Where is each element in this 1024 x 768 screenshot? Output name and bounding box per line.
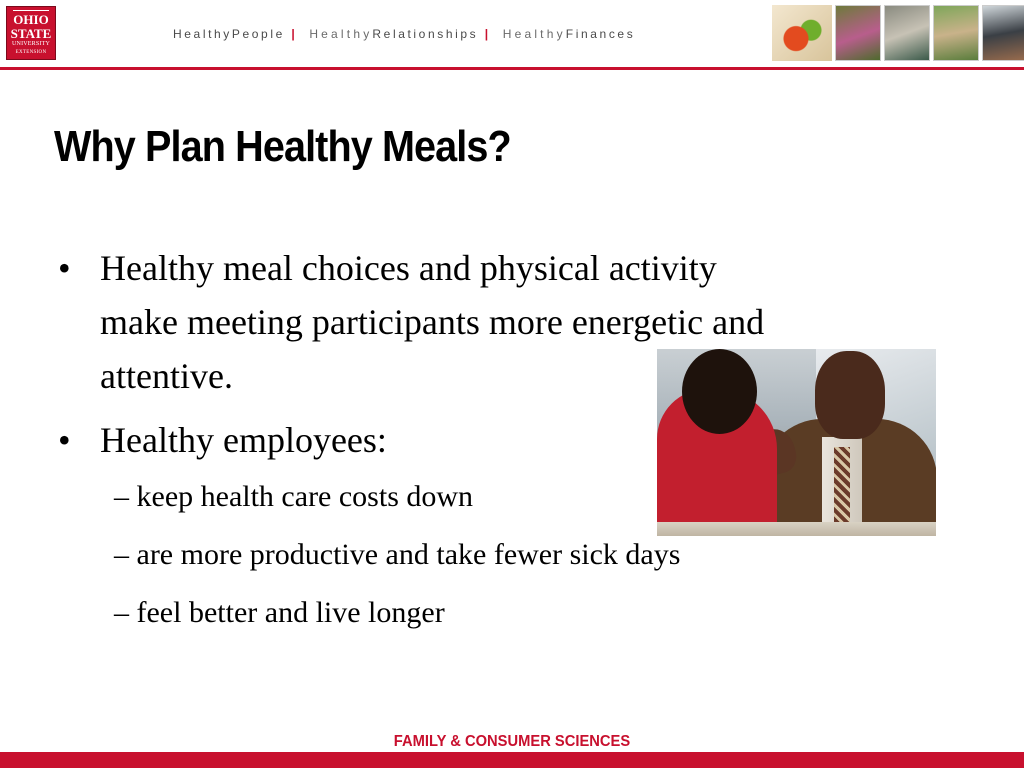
bullet-marker: • xyxy=(58,420,71,460)
ohio-state-extension-logo: OHIO STATE UNIVERSITY EXTENSION xyxy=(6,6,56,60)
couple-photo xyxy=(884,5,930,61)
sub-bullet-item: – are more productive and take fewer sick days xyxy=(114,538,681,571)
food-photo xyxy=(772,5,832,61)
bullet-line: Healthy employees: xyxy=(100,420,387,460)
bullet-line: make meeting participants more energetic and xyxy=(100,302,765,342)
family-photo xyxy=(835,5,881,61)
bullet-line: attentive. xyxy=(100,356,233,396)
tagline-relationships: Relationships xyxy=(372,27,479,41)
tagline-healthy-word: Healthy xyxy=(502,27,566,41)
tagline-separator: | xyxy=(291,27,295,41)
bullet-line: Healthy meal choices and physical activity xyxy=(100,248,717,288)
slide-title: Why Plan Healthy Meals? xyxy=(54,122,511,171)
header-tagline xyxy=(173,27,635,41)
tagline-separator: | xyxy=(484,27,489,41)
tagline-healthy-word: Healthy xyxy=(309,27,373,41)
header-divider xyxy=(0,67,1024,70)
tagline-healthy-people: HealthyPeople xyxy=(173,27,285,41)
grandparents-photo xyxy=(933,5,979,61)
footer-label: FAMILY & CONSUMER SCIENCES xyxy=(393,733,631,750)
tagline-finances: Finances xyxy=(565,27,636,41)
sub-bullet-item: – keep health care costs down xyxy=(114,480,474,513)
header-photo-strip xyxy=(772,5,1024,63)
footer-bar xyxy=(0,752,1024,768)
business-meeting-photo xyxy=(657,349,936,536)
sub-bullet-item: – feel better and live longer xyxy=(114,596,445,629)
bullet-marker: • xyxy=(58,248,71,288)
man-photo xyxy=(982,5,1024,61)
